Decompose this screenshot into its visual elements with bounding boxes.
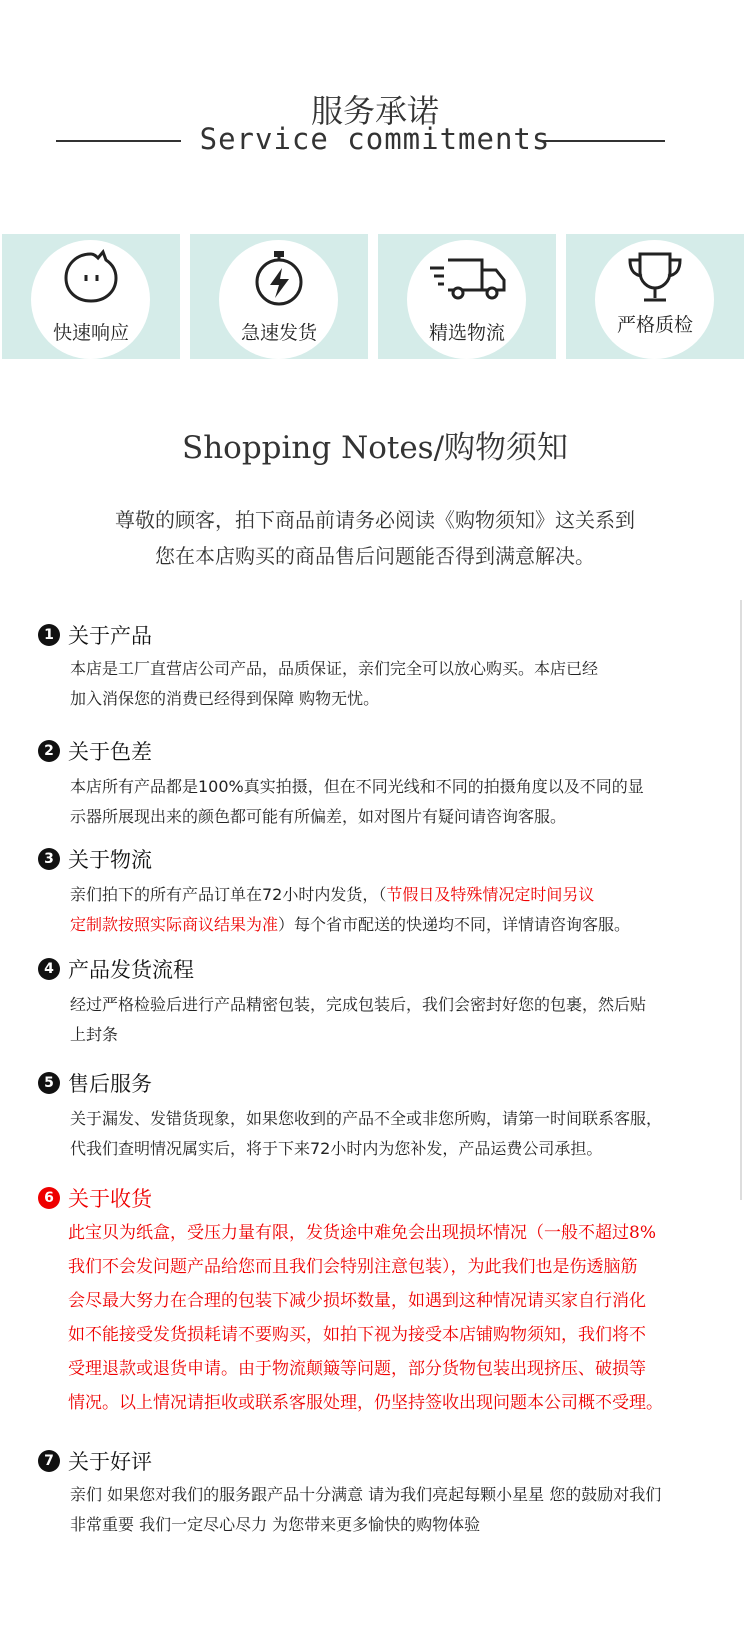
section-title: 关于产品 [68, 624, 152, 648]
section-number-badge: 6 [38, 1187, 60, 1209]
section-title: 售后服务 [68, 1072, 152, 1096]
section-number-badge: 5 [38, 1072, 60, 1094]
service-label: 精选物流 [428, 322, 505, 344]
service-label: 快速响应 [52, 322, 129, 344]
section-title: 关于收货 [68, 1187, 152, 1211]
stopwatch-lightning-icon [190, 248, 368, 308]
service-label: 急速发货 [240, 322, 317, 344]
section-body: 本店所有产品都是100%真实拍摄，但在不同光线和不同的拍摄角度以及不同的显 示器所展现出来的颜色都可能有所偏差，如对图片有疑问请咨询客服。 [70, 777, 644, 826]
section-title: 关于好评 [68, 1450, 152, 1474]
section-body: 经过严格检验后进行产品精密包装，完成包装后，我们会密封好您的包裹，然后贴 上封条 [70, 995, 647, 1044]
delivery-truck-icon [378, 248, 556, 308]
service-tile-quality-check [566, 234, 744, 359]
shopping-notes-title: Shopping Notes/购物须知 [181, 430, 569, 466]
trophy-icon [566, 248, 744, 308]
intro-line-1: 尊敬的顾客，拍下商品前请务必阅读《购物须知》这关系到 [115, 508, 635, 532]
section-title: 关于物流 [68, 848, 152, 872]
section-number-badge: 4 [38, 958, 60, 980]
section-number-badge: 3 [38, 848, 60, 870]
intro-line-2: 您在本店购买的商品售后问题能否得到满意解决。 [155, 544, 595, 568]
section-number-badge: 7 [38, 1450, 60, 1472]
header-title-en: Service commitments [199, 122, 551, 156]
section-number-badge: 2 [38, 740, 60, 762]
section-body: 亲们 如果您对我们的服务跟产品十分满意 请为我们亮起每颗小星星 您的鼓励对我们 非常重要 我们一定尽心尽力 为您带来更多愉快的购物体验 [70, 1485, 662, 1534]
service-tile-selected-logistics [378, 234, 556, 359]
service-label: 严格质检 [616, 314, 693, 336]
section-body: 本店是工厂直营店公司产品，品质保证，亲们完全可以放心购买。本店已经 加入消保您的消费已经得到保障 购物无忧。 [70, 659, 599, 708]
section-title: 关于色差 [68, 740, 152, 764]
section-body: 此宝贝为纸盒，受压力量有限，发货途中难免会出现损坏情况（一般不超过8% 我们不会发问题产品给您而且我们会特别注意包装），为此我们也是伤透脑筋 会尽最大努力在合理的包装下减少损坏数量，如遇到这种情况请买家自行消化 如不能接受发货损耗请不要购买，如拍下视为接受本店铺购物须知，我们将不 受理退款或退货申请。由于物流颠簸等问题，部分货物包装出现挤压、破损等 情况。以上情况请拒收或联系客服处理，仍坚持签收出现问题本公司概不受理。 [68, 1223, 663, 1413]
section-number-badge: 1 [38, 624, 60, 646]
section-body: 关于漏发、发错货现象，如果您收到的产品不全或非您所购，请第一时间联系客服， 代我们查明情况属实后，将于下来72小时内为您补发，产品运费公司承担。 [70, 1109, 663, 1158]
side-divider [740, 600, 742, 1200]
service-tile-fast-response [2, 234, 180, 359]
service-tile-fast-shipping [190, 234, 368, 359]
chat-bubble-face-icon [2, 248, 180, 308]
section-body: 亲们拍下的所有产品订单在72小时内发货，（节假日及特殊情况定时间另议 定制款按照实际商议结果为准）每个省市配送的快递均不同，详情请咨询客服。 [70, 885, 631, 934]
header-title-cn: 服务承诺 [310, 92, 439, 130]
section-title: 产品发货流程 [68, 958, 194, 982]
